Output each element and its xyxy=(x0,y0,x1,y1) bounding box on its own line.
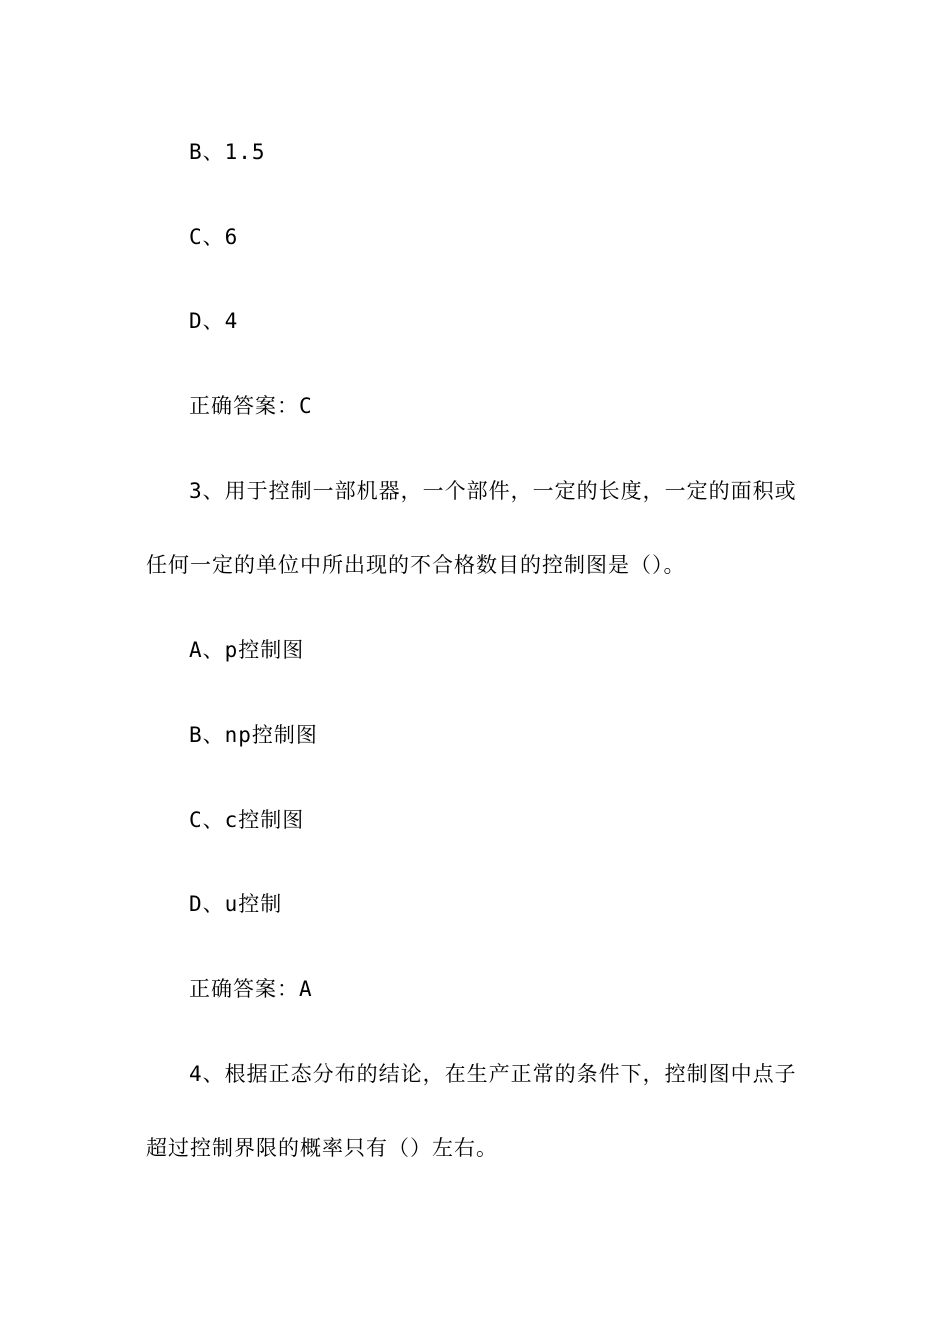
q2-answer: 正确答案：C xyxy=(189,394,313,418)
q4-stem-line2: 超过控制界限的概率只有（）左右。 xyxy=(146,1136,498,1160)
q2-option-b: B、1.5 xyxy=(189,140,266,164)
q3-stem-line2: 任何一定的单位中所出现的不合格数目的控制图是（）。 xyxy=(146,553,686,577)
q3-option-a: A、p控制图 xyxy=(189,638,305,662)
q3-answer: 正确答案：A xyxy=(189,977,313,1001)
q3-option-b: B、np控制图 xyxy=(189,723,318,747)
q3-option-c: C、c控制图 xyxy=(189,808,305,832)
q2-option-c: C、6 xyxy=(189,225,239,249)
q4-stem-line1: 4、根据正态分布的结论，在生产正常的条件下，控制图中点子 xyxy=(189,1062,797,1086)
q3-stem-line1: 3、用于控制一部机器，一个部件，一定的长度，一定的面积或 xyxy=(189,479,797,503)
q2-option-d: D、4 xyxy=(189,309,239,333)
q3-option-d: D、u控制 xyxy=(189,892,283,916)
